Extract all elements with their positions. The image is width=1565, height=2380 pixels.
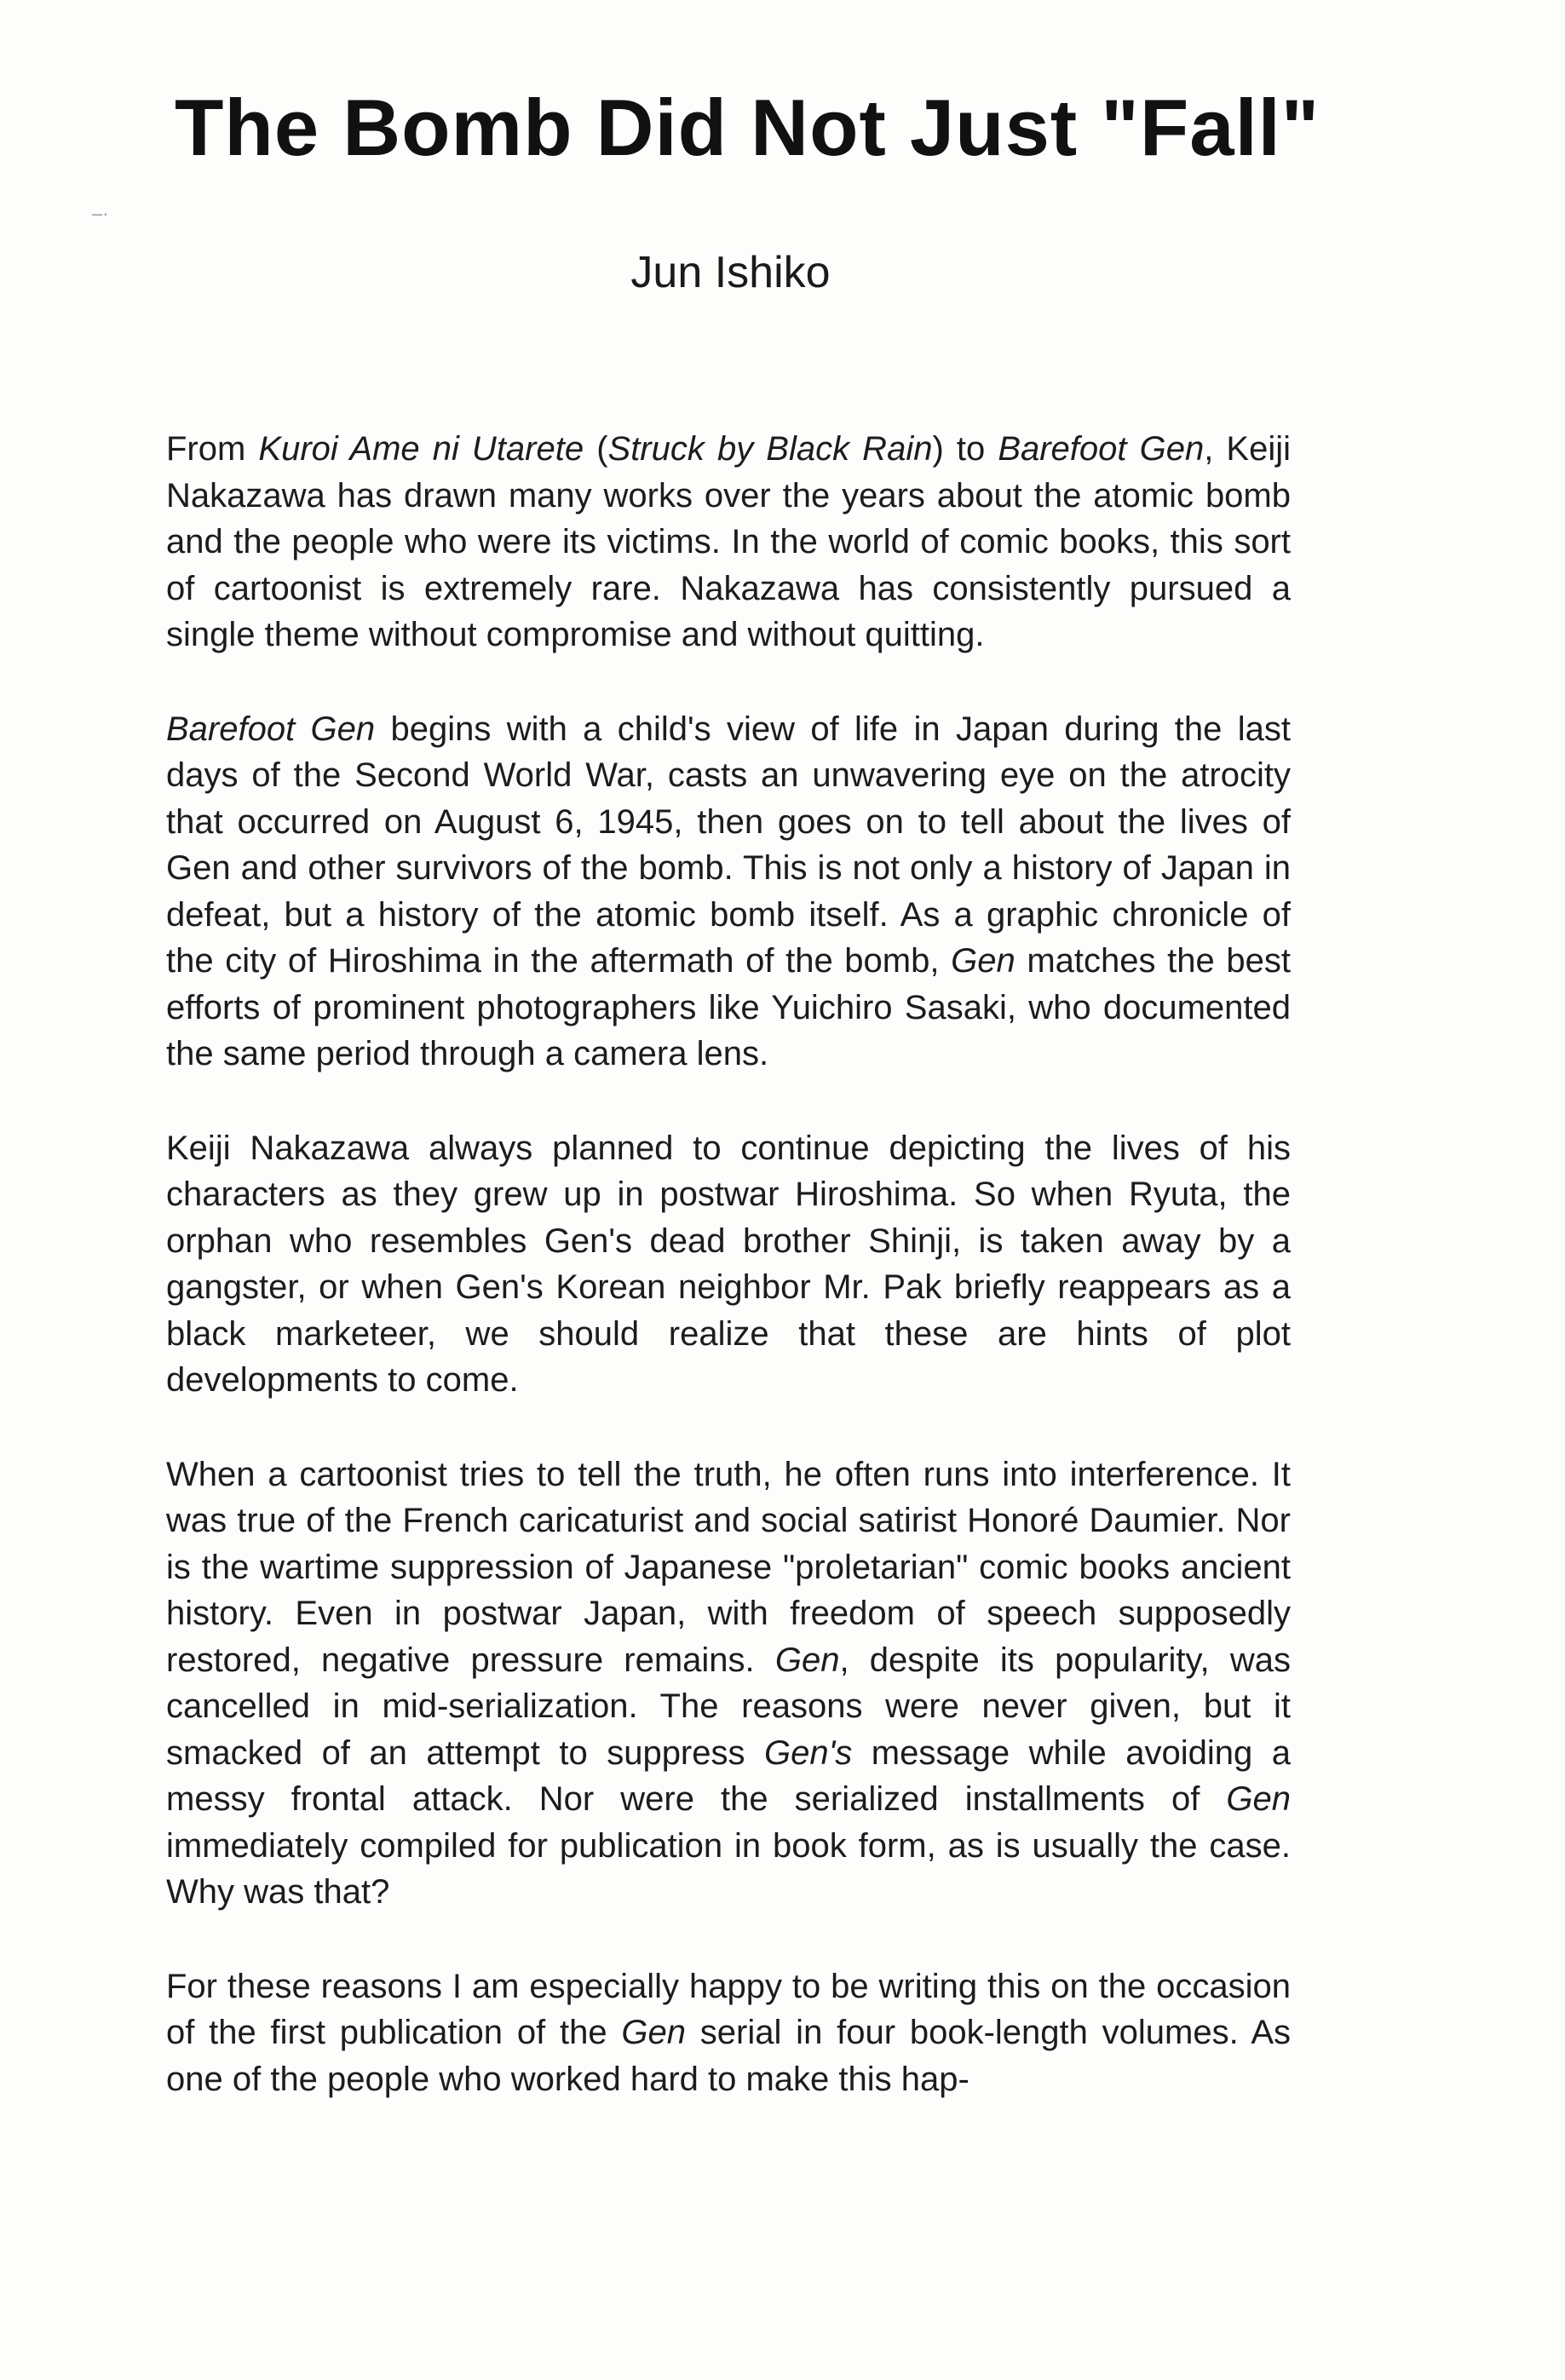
- body-paragraph: [166, 1452, 1291, 1916]
- paragraph-text: immediately compiled for publication in book form, as is usually the case. Why was that?: [166, 1826, 1291, 1911]
- paragraph-text: begins with a child's view of life in Japan during the last days of the Second World War, casts an unwavering eye on the atrocity that occurred on August 6, 1945, then goes on to tell about the lives of Gen and other survivors of the bomb. This is not only a history of Japan in defeat, but a history of the atomic bomb itself. As a graphic chronicle of the city of Hiroshima in the aftermath of the bomb,: [166, 710, 1291, 980]
- paragraph-text: serial in four book-length volumes. As one of the people who worked hard to make this hap-: [166, 2014, 1291, 2098]
- paragraph-text: , Keiji Nakazawa has drawn many works over the years about the atomic bomb and the people who were its victims. In the world of comic books, this sort of cartoonist is extremely rare. Nakazawa has consistently pursued a single theme without compromise and without quitting.: [166, 430, 1292, 653]
- scan-mark: –·: [92, 203, 109, 224]
- italic-title-text: Barefoot Gen: [166, 710, 376, 748]
- paragraph-text: When a cartoonist tries to tell the truth, he often runs into interference. It was true of the French caricaturist and social satirist Honoré Daumier. Nor is the wartime suppression of Japanese "proletarian" comic books ancient history. Even in postwar Japan, with freedom of speech supposedly restored, negative pressure remains.: [166, 1455, 1291, 1679]
- paragraph-text: matches the best efforts of prominent photographers like Yuichiro Sasaki, who documented the same period through a camera lens.: [166, 942, 1291, 1072]
- paragraph-text: message while avoiding a messy frontal attack. Nor were the serialized installments of: [166, 1733, 1291, 1818]
- italic-title-text: Struck by Black Rain: [607, 430, 933, 468]
- paragraph-text: (: [584, 430, 608, 468]
- paragraph-text: Keiji Nakazawa always planned to continue depicting the lives of his characters as they grew up in postwar Hiroshima. So when Ryuta, the orphan who resembles Gen's dead brother Shinji, is taken away by a gangster, or when Gen's Korean neighbor Mr. Pak briefly reappears as a black marketeer, we should realize that these are hints of plot developments to come.: [166, 1129, 1291, 1399]
- italic-title-text: Kuroi Ame ni Utarete: [258, 430, 584, 468]
- paragraph-text: From: [166, 430, 259, 468]
- italic-title-text: Barefoot Gen: [998, 430, 1205, 468]
- paragraph-text: ) to: [932, 430, 998, 468]
- article-body: [166, 426, 1291, 2150]
- body-paragraph: [166, 706, 1291, 1078]
- body-paragraph: [166, 426, 1291, 658]
- article-title: The Bomb Did Not Just "Fall": [175, 83, 1320, 172]
- body-paragraph: [166, 1963, 1291, 2103]
- paragraph-text: For these reasons I am especially happy to be writing this on the occasion of the first publication of the: [166, 1967, 1291, 2051]
- paragraph-text: , despite its popularity, was cancelled in mid-serialization. The reasons were never given, but it smacked of an attempt to suppress: [166, 1641, 1291, 1772]
- italic-title-text: Gen: [621, 2014, 686, 2051]
- italic-title-text: Gen: [1226, 1780, 1291, 1818]
- italic-title-text: Gen's: [764, 1733, 853, 1772]
- italic-title-text: Gen: [774, 1641, 840, 1679]
- italic-title-text: Gen: [951, 942, 1016, 980]
- body-paragraph: [166, 1125, 1291, 1404]
- article-author: Jun Ishiko: [630, 248, 831, 297]
